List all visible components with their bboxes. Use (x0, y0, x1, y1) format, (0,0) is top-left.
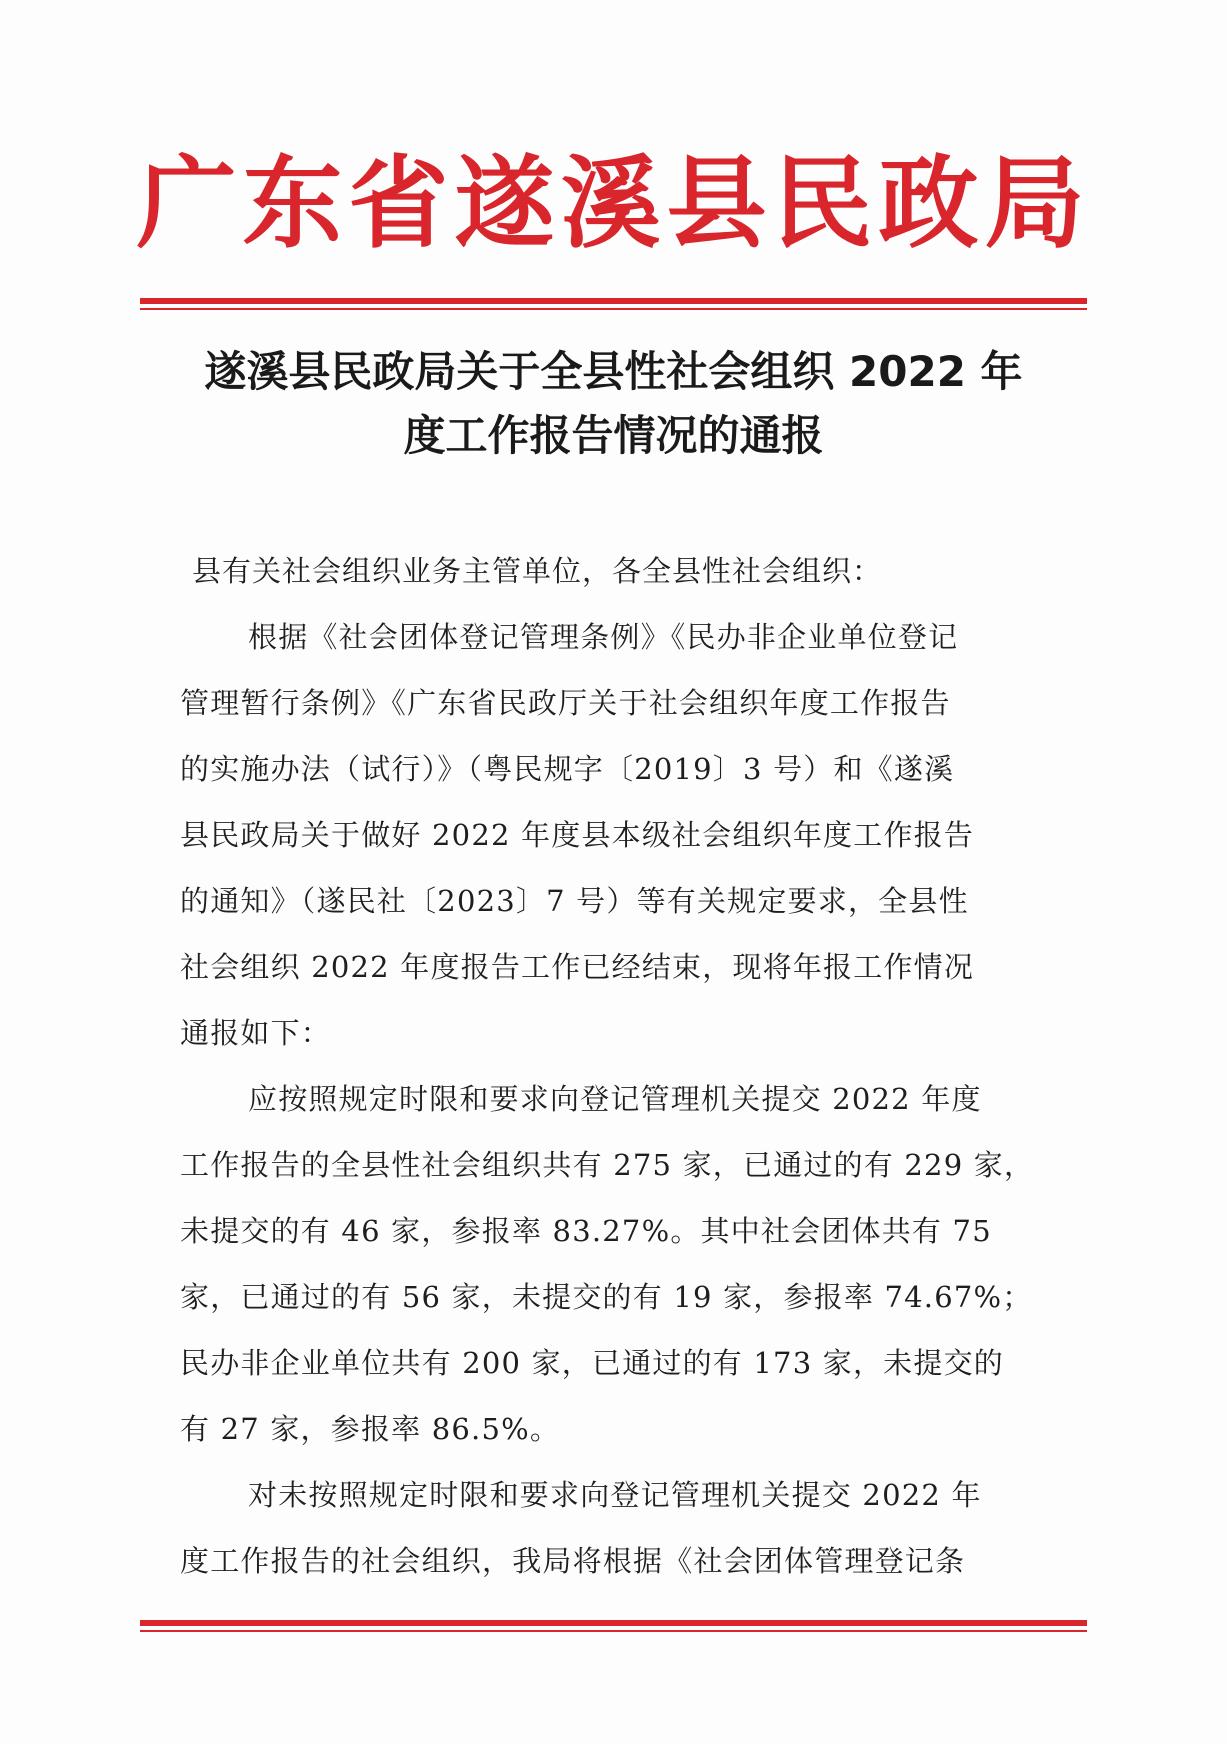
paragraph-line: 社会组织 2022 年度报告工作已经结束，现将年报工作情况 (180, 950, 975, 984)
document-body (180, 538, 1050, 1594)
document-title (160, 340, 1067, 468)
paragraph-line: 度工作报告的社会组织，我局将根据《社会团体管理登记条 (180, 1544, 966, 1578)
paragraph-line: 工作报告的全县性社会组织共有 275 家，已通过的有 229 家， (180, 1148, 1035, 1182)
paragraph-line: 管理暂行条例》《广东省民政厅关于社会组织年度工作报告 (180, 686, 951, 720)
paragraph-statistics (180, 1066, 1050, 1462)
page-divider-bottom (140, 1620, 1087, 1632)
paragraph-line: 有 27 家，参报率 86.5%。 (180, 1412, 561, 1446)
paragraph-line: 县民政局关于做好 2022 年度县本级社会组织年度工作报告 (180, 818, 975, 852)
paragraph-handling (180, 1462, 1050, 1594)
divider-thin-line (140, 308, 1087, 310)
paragraph-line: 应按照规定时限和要求向登记管理机关提交 2022 年度 (248, 1082, 982, 1116)
paragraph-line: 通报如下： (180, 1016, 332, 1050)
paragraph-basis (180, 604, 1050, 1066)
divider-thin-line (140, 1630, 1087, 1632)
letterhead-divider-top (140, 298, 1087, 310)
salutation: 县有关社会组织业务主管单位，各全县性社会组织： (192, 554, 883, 588)
paragraph-line: 对未按照规定时限和要求向登记管理机关提交 2022 年 (248, 1478, 982, 1512)
agency-letterhead: 广东省遂溪县民政局 (136, 144, 1091, 262)
divider-thick-line (140, 298, 1087, 304)
title-line-1: 遂溪县民政局关于全县性社会组织 2022 年 (204, 347, 1023, 396)
paragraph-line: 的实施办法（试行）》（粤民规字〔2019〕3 号）和《遂溪 (180, 752, 955, 786)
paragraph-line: 家，已通过的有 56 家，未提交的有 19 家，参报率 74.67%； (180, 1280, 1033, 1314)
paragraph-line: 未提交的有 46 家，参报率 83.27%。其中社会团体共有 75 (180, 1214, 992, 1248)
divider-thick-line (140, 1620, 1087, 1626)
title-line-2: 度工作报告情况的通报 (403, 411, 824, 460)
paragraph-line: 的通知》（遂民社〔2023〕7 号）等有关规定要求，全县性 (180, 884, 969, 918)
paragraph-line: 根据《社会团体登记管理条例》《民办非企业单位登记 (248, 620, 959, 654)
paragraph-line: 民办非企业单位共有 200 家，已通过的有 173 家，未提交的 (180, 1346, 1004, 1380)
